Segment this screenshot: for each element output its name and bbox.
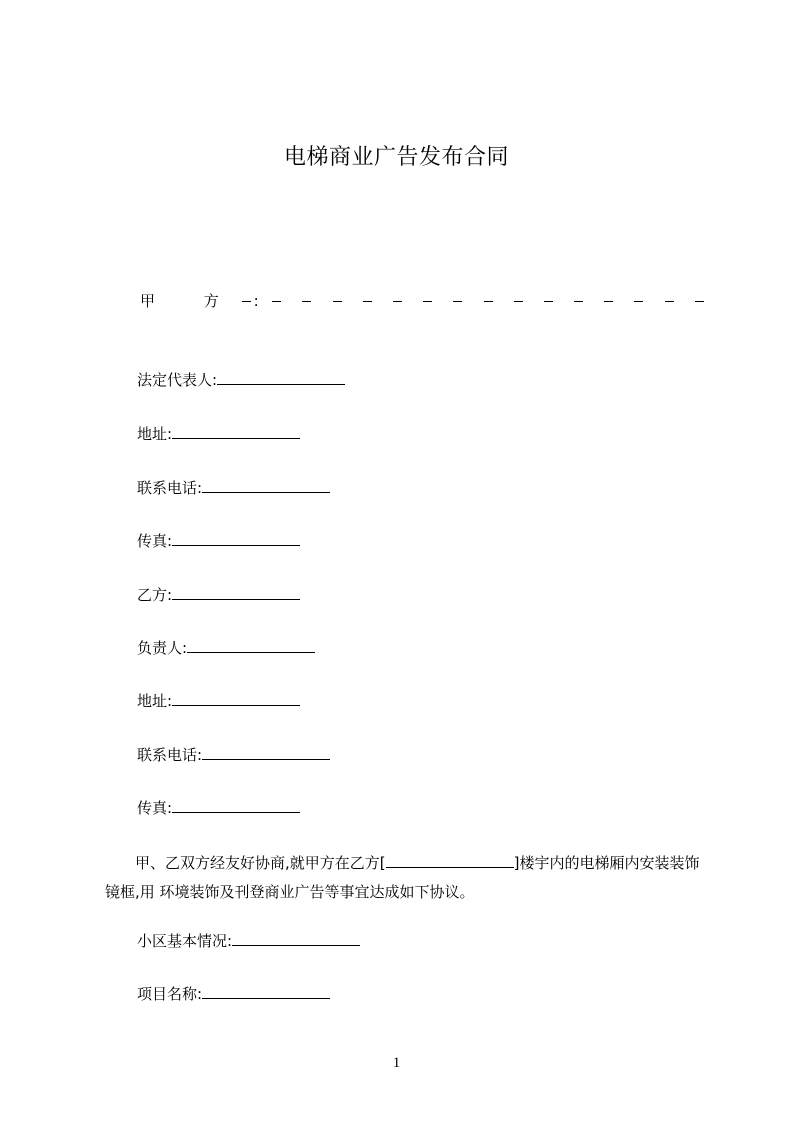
field-party-b <box>137 584 300 606</box>
field-address-a <box>137 423 300 445</box>
field-label: 乙方: <box>137 586 173 604</box>
party-a-dashed-blank[interactable] <box>242 301 704 307</box>
building-name-blank[interactable] <box>386 853 514 868</box>
field-legal-representative <box>137 369 345 391</box>
field-label: 传真: <box>137 799 173 817</box>
field-label: 联系电话: <box>137 746 203 764</box>
field-label: 传真: <box>137 532 173 550</box>
agreement-paragraph <box>105 849 705 907</box>
fill-in-blank[interactable] <box>202 745 330 760</box>
field-community-info <box>137 930 360 952</box>
document-title: 电梯商业广告发布合同 <box>283 145 509 170</box>
fill-in-blank[interactable] <box>172 424 300 439</box>
agreement-text-end: ]楼宇内的电梯厢内安装装饰镜框,用 环境装饰及刊登商业广告等事宜达成如下协议。 <box>105 854 700 901</box>
fill-in-blank[interactable] <box>217 370 345 385</box>
party-a-label <box>140 290 259 311</box>
page-number: 1 <box>392 1055 401 1071</box>
party-a-colon: : <box>253 292 259 310</box>
field-label: 地址: <box>137 425 173 443</box>
field-phone-a <box>137 477 330 499</box>
field-project-name <box>137 983 330 1005</box>
field-label: 小区基本情况: <box>137 932 233 950</box>
fill-in-blank[interactable] <box>187 638 315 653</box>
fill-in-blank[interactable] <box>172 798 300 813</box>
field-person-in-charge <box>137 637 315 659</box>
fill-in-blank[interactable] <box>202 984 330 999</box>
fill-in-blank[interactable] <box>172 691 300 706</box>
field-phone-b <box>137 744 330 766</box>
fill-in-blank[interactable] <box>172 585 300 600</box>
field-fax-b <box>137 797 300 819</box>
field-label: 地址: <box>137 692 173 710</box>
field-fax-a <box>137 530 300 552</box>
fill-in-blank[interactable] <box>232 931 360 946</box>
agreement-text-start: 甲、乙双方经友好协商,就甲方在乙方[ <box>135 854 386 872</box>
field-address-b <box>137 690 300 712</box>
field-label: 负责人: <box>137 639 188 657</box>
field-label: 法定代表人: <box>137 371 218 389</box>
field-label: 项目名称: <box>137 985 203 1003</box>
fill-in-blank[interactable] <box>172 531 300 546</box>
fill-in-blank[interactable] <box>202 478 330 493</box>
party-a-label-text: 甲 方 <box>140 292 241 310</box>
field-label: 联系电话: <box>137 479 203 497</box>
